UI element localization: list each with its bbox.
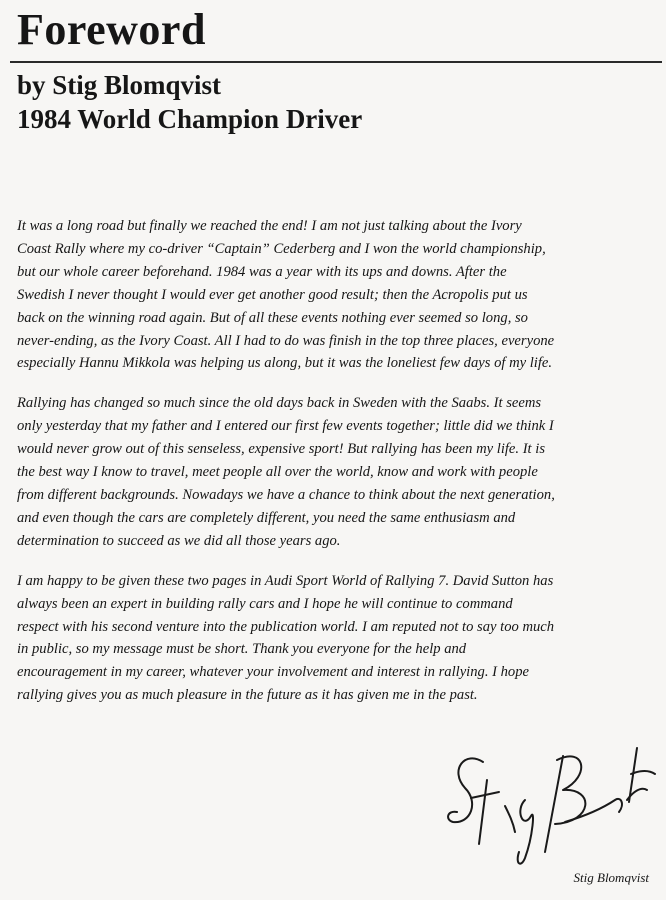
foreword-body [17, 215, 557, 724]
signature-name: Stig Blomqvist [573, 870, 649, 885]
page-title: Foreword [17, 5, 206, 54]
author-byline [17, 68, 362, 136]
signature-block [435, 740, 665, 890]
byline-role: 1984 World Champion Driver [17, 104, 363, 134]
handwritten-signature [435, 740, 665, 870]
paragraph: I am happy to be given these two pages in Audi Sport World of Rallying 7. David Sutton has always been an expert in building rally cars and I hope he will continue to command respect with his second venture into the publication world. I am reputed not to say too much in public, so my message must be short. Thank you everyone for the help and encouragement in my career, whatever your involvement and interest in rallying. I hope rallying gives you as much pleasure in the future as it has given me in the past. [17, 572, 555, 704]
paragraph: It was a long road but finally we reached the end! I am not just talking about the Ivory Coast Rally where my co-driver “Captain” Cederberg and I won the world championship, but our whole career beforehand. 1984 was a year with its ups and downs. After the Swedish I never thought I would ever get another good result; then the Acropolis put us back on the winning road again. But of all these events nothing ever seemed so long, so never-ending, as the Ivory Coast. All I had to do was finish in the top three places, everyone especially Hannu Mikkola was helping us along, but it was the loneliest few days of my life. [17, 218, 555, 372]
title-divider [10, 61, 662, 63]
paragraph: Rallying has changed so much since the old days back in Sweden with the Saabs. It seems only yesterday that my father and I entered our first few events together; little did we think I would never grow out of this senseless, expensive sport! But rallying has been my life. It is the best way I know to travel, meet people all over the world, know and work with people from different backgrounds. Nowadays we have a chance to think about the next generation, and even though the cars are completely different, you need the same enthusiasm and determination to succeed as we did all those years ago. [17, 395, 555, 549]
byline-author: by Stig Blomqvist [17, 70, 222, 100]
